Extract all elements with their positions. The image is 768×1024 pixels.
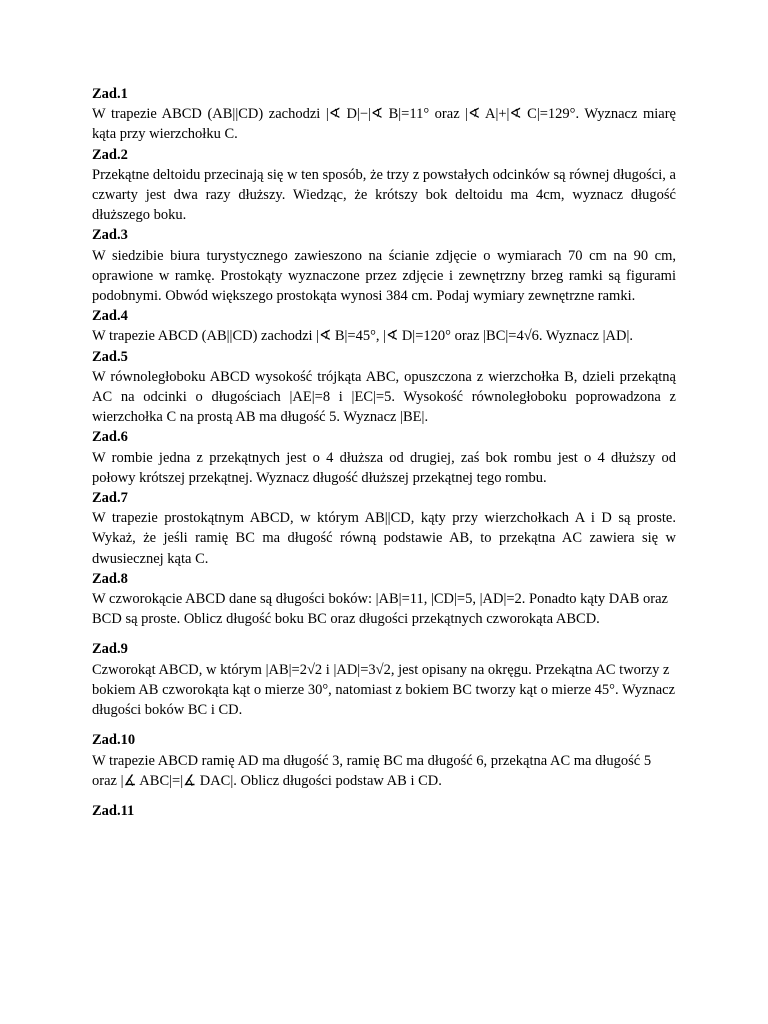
task-4 (92, 306, 676, 346)
task-title: Zad.2 (92, 146, 128, 163)
task-title: Zad.11 (92, 802, 135, 819)
task-1 (92, 84, 676, 145)
task-title: Zad.10 (92, 732, 136, 749)
task-9 (92, 639, 676, 720)
task-8 (92, 569, 676, 630)
task-title: Zad.6 (92, 429, 128, 446)
task-text: W czworokącie ABCD dane są długości boków: |AB|=11, |CD|=5, |AD|=2. Ponadto kąty DAB oraz BCD są proste. Oblicz długość boku BC oraz długości przekątnych czworokąta ABCD. (92, 591, 668, 628)
task-7 (92, 488, 676, 569)
task-title: Zad.5 (92, 348, 128, 365)
task-text: Czworokąt ABCD, w którym |AB|=2√2 i |AD|=3√2, jest opisany na okręgu. Przekątna AC tworzy z bokiem AB czworokąta kąt o mierze 30°, natomiast z bokiem BC tworzy kąt o mierze 45°. Wyznacz długości boków BC i CD. (92, 661, 676, 719)
task-text: W trapezie ABCD ramię AD ma długość 3, ramię BC ma długość 6, przekątna AC ma długość 5 oraz |∡ ABC|=|∡ DAC|. Oblicz długości podstaw AB i CD. (92, 752, 652, 789)
task-5 (92, 347, 676, 428)
task-10 (92, 730, 676, 791)
task-title: Zad.1 (92, 86, 128, 102)
task-title: Zad.8 (92, 570, 128, 587)
task-text: W trapezie prostokątnym ABCD, w którym AB||CD, kąty przy wierzchołkach A i D są proste. Wykaż, że jeśli ramię BC ma długość równą podstawie AB, to przekątna AC zawiera się w dwusiecznej kąta C. (92, 510, 676, 567)
task-3 (92, 225, 676, 306)
task-text: W rombie jedna z przekątnych jest o 4 dłuższa od drugiej, zaś bok rombu jest o 4 dłuższy od połowy krótszej przekątnej. Wyznacz długość dłuższej przekątnej tego rombu. (92, 449, 676, 486)
task-6 (92, 427, 676, 488)
task-text: Przekątne deltoidu przecinają się w ten sposób, że trzy z powstałych odcinków są równej długości, a czwarty jest dwa razy dłuższy. Wiedząc, że krótszy bok deltoidu ma 4cm, wyznacz długość dłuższego boku. (92, 166, 676, 224)
task-text: W siedzibie biura turystycznego zawieszono na ścianie zdjęcie o wymiarach 70 cm na 90 cm, oprawione w ramkę. Prostokąty wyznaczone przez zdjęcie i zewnętrzny brzeg ramki są figurami podobnymi. Obwód większego prostokąta wynosi 384 cm. Podaj wymiary zewnętrzne ramki. (92, 247, 676, 305)
task-2 (92, 145, 676, 226)
task-title: Zad.3 (92, 227, 128, 244)
task-text: W trapezie ABCD (AB||CD) zachodzi |∢ D|−|∢ B|=11° oraz |∢ A|+|∢ C|=129°. Wyznacz miarę kąta przy wierzchołku C. (92, 106, 676, 143)
task-list (92, 84, 676, 821)
task-text: W trapezie ABCD (AB||CD) zachodzi |∢ B|=45°, |∢ D|=120° oraz |BC|=4√6. Wyznacz |AD|. (92, 328, 633, 345)
task-title: Zad.4 (92, 308, 128, 325)
task-title: Zad.9 (92, 641, 128, 658)
task-title: Zad.7 (92, 490, 128, 507)
task-text: W równoległoboku ABCD wysokość trójkąta ABC, opuszczona z wierzchołka B, dzieli przekątną AC na odcinki o długościach |AE|=8 i |EC|=5. Wysokość równoległoboku poprowadzona z wierzchołka C na prostą AB ma długość 5. Wyznacz |BE|. (92, 368, 676, 426)
task-11 (92, 801, 676, 821)
